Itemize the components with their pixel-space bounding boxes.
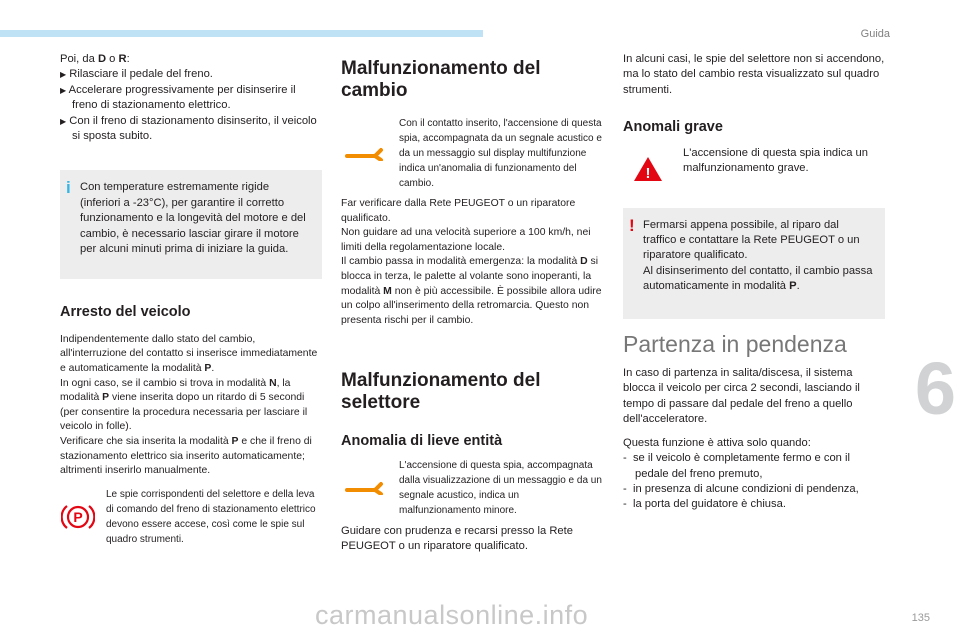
chapter-number: 6 — [914, 347, 956, 430]
anomalia-lieve-title: Anomalia di lieve entità — [341, 433, 503, 450]
info-icon: i — [66, 178, 71, 198]
list-item: - in presenza di alcune condizioni di pendenza, — [623, 482, 859, 495]
partenza-paragraph-2: Questa funzione è attiva solo quando: — [623, 436, 811, 449]
chapter-tab — [914, 347, 960, 431]
warning-icon: ! — [629, 215, 635, 235]
minor-warning-paragraph: Guidare con prudenza e recarsi presso la Rete PEUGEOT o un riparatore qualificato. — [341, 524, 573, 553]
list-item: ▶ Rilasciare il pedale del freno. — [60, 68, 213, 81]
list-item: - se il veicolo è completamente fermo e con il pedale del freno premuto, — [623, 452, 850, 480]
severe-warning-row — [623, 146, 885, 182]
malfunzionamento-cambio-title: Malfunzionamento del cambio — [341, 58, 541, 101]
bullet-icon: ▶ — [60, 116, 67, 126]
partenza-title: Partenza in pendenza — [623, 330, 847, 357]
severe-warning-text: L'accensione di questa spia indica un malfunzionamento grave. — [683, 146, 868, 175]
wrench-icon — [341, 458, 389, 518]
warning-note-text-2: Al disinserimento del contatto, il cambio passa automaticamente in modalità P. — [643, 264, 873, 293]
parking-brake-icon — [60, 487, 96, 547]
info-note-text: Con temperature estremamente rigide (inferiori a -23°C), per garantire il corretto funzionamento e la longevità del motore e del cambio, è necessario lasciar girare il motore per alcuni minuti prima di iniziare la guida. — [80, 181, 306, 256]
gearbox-warning-text: Con il contatto inserito, l'accensione di questa spia, accompagnata da un segnale acustico e da un messaggio sul display multifunzione indica un'anomalia di funzionamento del cambio. — [399, 118, 602, 189]
anomali-grave-title: Anomali grave — [623, 119, 723, 136]
bullet-icon: ▶ — [60, 70, 67, 80]
partenza-paragraph-1: In caso di partenza in salita/discesa, il sistema blocca il veicolo per circa 2 secondi, lasciando il tempo di passare dal pedale del freno a quello dell'acceleratore. — [623, 367, 860, 426]
selector-paragraph: In alcuni casi, le spie del selettore non si accendono, ma lo stato del cambio resta visualizzato sul quadro strumenti. — [623, 53, 885, 96]
arresto-title: Arresto del veicolo — [60, 304, 191, 321]
minor-warning-text: L'accensione di questa spia, accompagnata dalla visualizzazione di un messaggio e da un segnale acustico, indica un malfunzionamento minore. — [399, 459, 602, 516]
warning-note — [623, 208, 885, 319]
info-note — [60, 170, 322, 279]
parking-warning-row — [60, 487, 322, 547]
malfunzionamento-selettore-title: Malfunzionamento del selettore — [341, 370, 541, 414]
page-number: 135 — [911, 612, 930, 624]
svg-text:!: ! — [645, 164, 651, 182]
gearbox-warning-row — [341, 116, 603, 191]
parking-warning-text: Le spie corrispondenti del selettore e della leva di comando del freno di stazionamento elettrico devono essere accese, così come le spie sul quadro strumenti. — [106, 488, 316, 545]
list-item: - la porta del guidatore è chiusa. — [623, 498, 786, 511]
gearbox-paragraph-2: Non guidare ad una velocità superiore a 100 km/h, nei limiti della regolamentazione locale. — [341, 227, 591, 253]
wrench-icon — [341, 116, 389, 191]
column-3 — [623, 52, 885, 513]
intro-line: Poi, da D o R: — [60, 53, 130, 65]
top-accent-bar — [0, 30, 483, 37]
gearbox-paragraph-3: Il cambio passa in modalità emergenza: la modalità D si blocca in terza, le palette al volante sono inoperanti, la modalità M non è più accessibile. È possibile allora udire un colpo all'inserimento della retromarcia. Questo non presenta rischi per il cambio. — [341, 256, 602, 326]
section-header: Guida — [860, 28, 890, 40]
warning-note-text-1: Fermarsi appena possibile, al riparo dal traffico e contattare la Rete PEUGEOT o un riparatore qualificato. — [643, 218, 860, 262]
svg-text:P: P — [73, 508, 83, 525]
watermark: carmanualsonline.info — [315, 600, 589, 630]
column-2 — [341, 52, 603, 555]
warning-triangle-icon — [623, 146, 673, 182]
column-1 — [60, 52, 322, 547]
bullet-icon: ▶ — [60, 85, 67, 95]
minor-warning-row — [341, 458, 603, 518]
gearbox-paragraph-1: Far verificare dalla Rete PEUGEOT o un riparatore qualificato. — [341, 198, 576, 224]
list-item: ▶ Con il freno di stazionamento disinserito, il veicolo si sposta subito. — [60, 114, 317, 143]
arresto-paragraph: Indipendentemente dallo stato del cambio, all'interruzione del contatto si inserisce immediatamente e automaticamente la modalità P. In ogni caso, se il cambio si trova in modalità N, la modalità P viene inserita dopo un ritardo di 5 secondi (per consentire la procedura necessaria per lasciare il veicolo in folle). Verificare che sia inserita la modalità P e che il freno di stazionamento elettrico sia inserito automaticamente; altrimenti inserirlo manualmente. — [60, 333, 318, 477]
list-item: ▶ Accelerare progressivamente per disinserire il freno di stazionamento elettrico. — [60, 83, 296, 112]
